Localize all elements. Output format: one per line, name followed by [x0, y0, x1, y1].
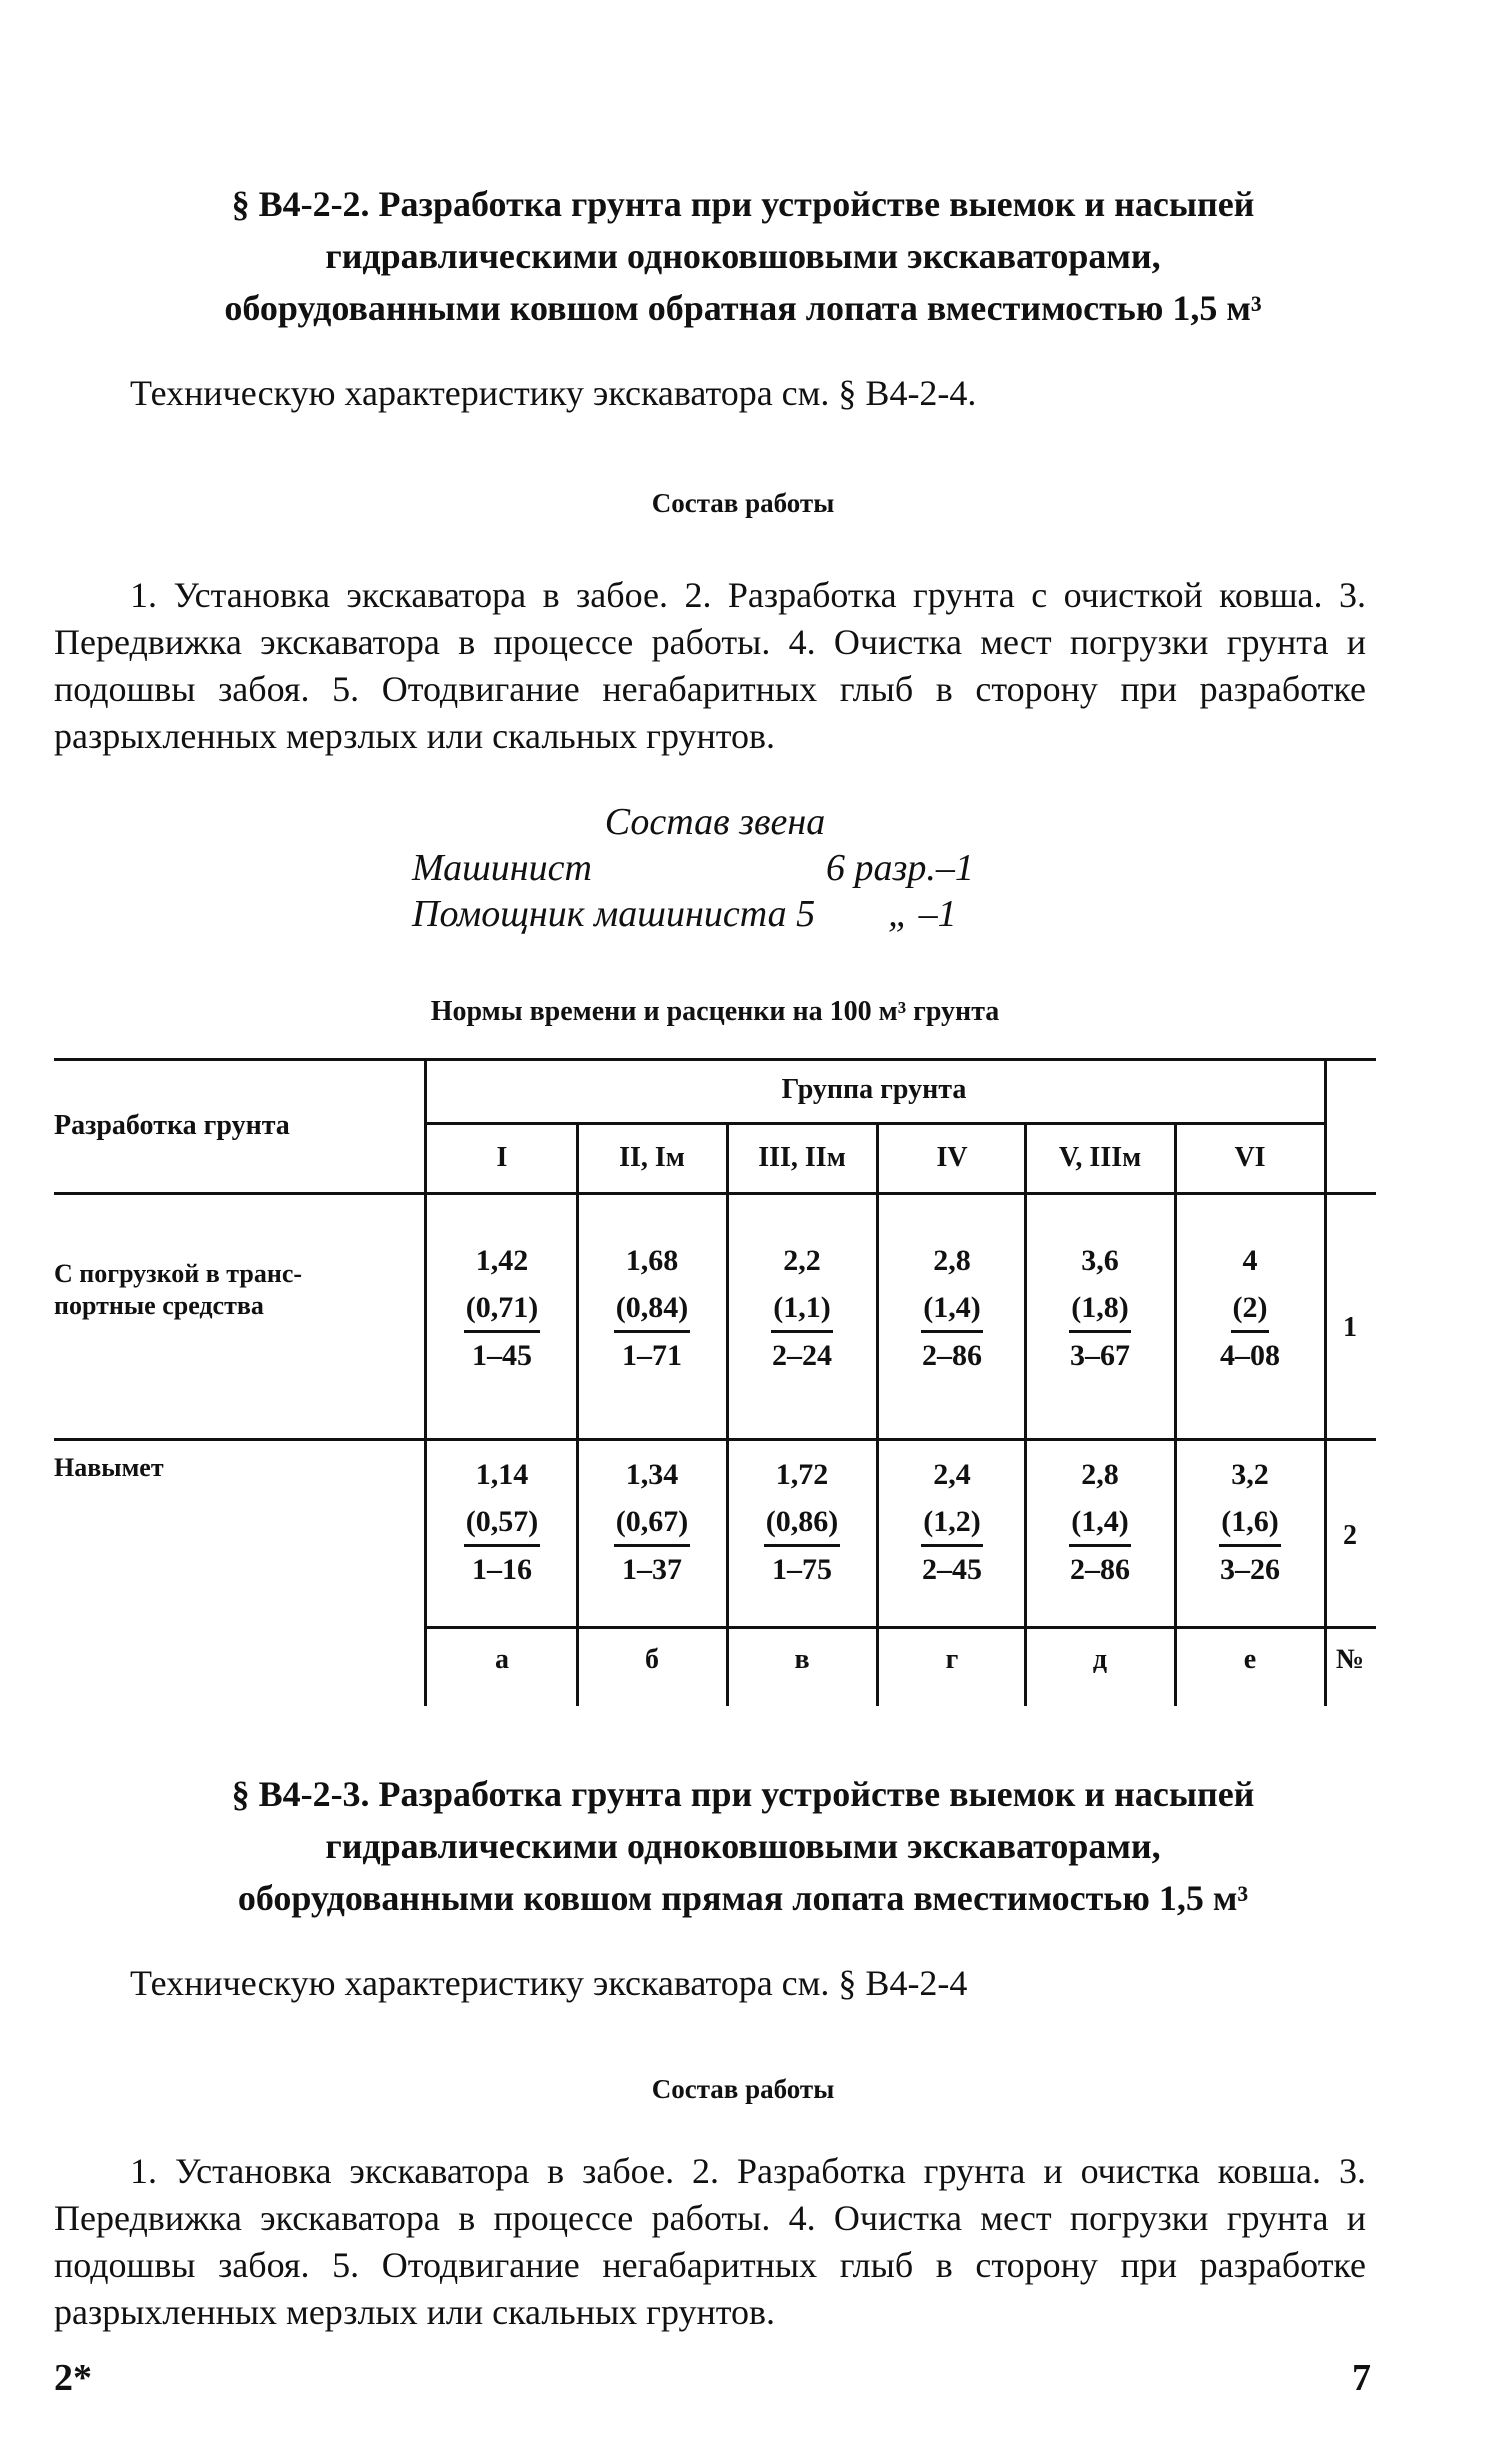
norms-table [54, 1058, 1376, 1706]
title-line: гидравлическими одноковшовыми экскаваторами, [325, 1826, 1161, 1866]
column-letter: д [1092, 1644, 1108, 1675]
column-header: VI [1234, 1142, 1266, 1173]
table-rule [1024, 1122, 1027, 1706]
reference-text: Техническую характеристику экскаватора см. § В4-2-4 [130, 1963, 968, 2003]
work-heading: Состав работы [651, 488, 835, 518]
title-line: § В4-2-2. Разработка грунта при устройстве выемок и насыпей [231, 184, 1255, 224]
table-cell [728, 1236, 876, 1379]
norm-time-machine: (1,4) [1069, 1500, 1130, 1547]
table-cell [578, 1450, 726, 1593]
table-cell [578, 1236, 726, 1379]
crew-role: Помощник машиниста 5 [412, 893, 816, 935]
norm-time: 4 [1242, 1244, 1258, 1277]
title-line: гидравлическими одноковшовыми экскаваторами, [325, 236, 1161, 276]
crew-grade: „ –1 [888, 893, 957, 935]
norm-time: 1,34 [625, 1458, 679, 1491]
norm-time-machine: (1,1) [771, 1286, 832, 1333]
rate: 3–26 [1220, 1553, 1280, 1586]
title-line: § В4-2-3. Разработка грунта при устройстве выемок и насыпей [231, 1774, 1255, 1814]
row-number: 1 [1343, 1312, 1357, 1343]
section-title-b4-2-2 [100, 178, 1386, 334]
norm-time-machine: (1,4) [921, 1286, 982, 1333]
norm-time-machine: (1,2) [921, 1500, 982, 1547]
norm-time: 1,68 [625, 1244, 679, 1277]
table-rule [424, 1626, 1376, 1629]
table-rule [424, 1058, 427, 1706]
table-cell [428, 1450, 576, 1593]
column-letter: е [1243, 1644, 1257, 1675]
section-title-b4-2-3 [100, 1768, 1386, 1924]
table-cell [1176, 1450, 1324, 1593]
table-rule [1324, 1058, 1327, 1706]
norm-time: 2,2 [783, 1244, 821, 1277]
norm-time: 2,8 [1081, 1458, 1119, 1491]
table-rule [576, 1122, 579, 1706]
column-header: I [496, 1142, 508, 1173]
row-label: Навымет [54, 1453, 164, 1482]
table-rule [726, 1122, 729, 1706]
group-header: Группа грунта [781, 1074, 967, 1105]
crew-title: Состав звена [604, 801, 826, 843]
norm-time-machine: (1,8) [1069, 1286, 1130, 1333]
norm-time: 1,72 [775, 1458, 829, 1491]
row-number: 2 [1343, 1520, 1357, 1551]
table-rule [54, 1438, 1376, 1441]
rate: 4–08 [1220, 1339, 1280, 1372]
column-letter: в [794, 1644, 810, 1675]
rate: 1–37 [622, 1553, 682, 1586]
table-cell [878, 1450, 1026, 1593]
norm-time-machine: (0,57) [464, 1500, 540, 1547]
table-rule [1174, 1122, 1177, 1706]
page-signature: 2* [54, 2357, 92, 2399]
table-cell [1026, 1236, 1174, 1379]
norm-time: 2,4 [933, 1458, 971, 1491]
column-header: IV [936, 1142, 968, 1173]
table-cell [1026, 1450, 1174, 1593]
norm-time: 3,2 [1231, 1458, 1269, 1491]
table-cell [1176, 1236, 1324, 1379]
table-cell [878, 1236, 1026, 1379]
rate: 2–86 [922, 1339, 982, 1372]
row-label: С погрузкой в транс-портные средства [54, 1259, 303, 1320]
rate: 2–86 [1070, 1553, 1130, 1586]
norms-table-title: Нормы времени и расценки на 100 м³ грунта [430, 996, 1000, 1027]
rate: 2–24 [772, 1339, 832, 1372]
crew-grade: 6 разр.–1 [826, 847, 974, 889]
norm-time: 1,42 [475, 1244, 529, 1277]
crew-role: Машинист [412, 847, 592, 889]
rate: 3–67 [1070, 1339, 1130, 1372]
reference-text: Техническую характеристику экскаватора см. § В4-2-4. [130, 373, 977, 413]
work-text: 1. Установка экскаватора в забое. 2. Разработка грунта и очистка ковша. 3. Передвижка экскаватора в процессе работы. 4. Очистка мест погрузки грунта и подошвы забоя. 5. Отодвигание негабаритных глыб в сторону при разработке разрыхленных мерзлых или скальных грунтов. [54, 2151, 1366, 2332]
rate: 1–45 [472, 1339, 532, 1372]
norm-time-machine: (0,71) [464, 1286, 540, 1333]
norm-time: 2,8 [933, 1244, 971, 1277]
rate: 1–16 [472, 1553, 532, 1586]
column-letter: г [945, 1644, 959, 1675]
page-number: 7 [1352, 2357, 1371, 2399]
norm-time-machine: (2) [1231, 1286, 1270, 1333]
title-line: оборудованными ковшом обратная лопата вместимостью 1,5 м³ [224, 288, 1262, 328]
table-cell [728, 1450, 876, 1593]
column-letter: а [495, 1644, 509, 1675]
work-text: 1. Установка экскаватора в забое. 2. Разработка грунта с очисткой ковша. 3. Передвижка экскаватора в процессе работы. 4. Очистка мест погрузки грунта и подошвы забоя. 5. Отодвигание негабаритных глыб в сторону при разработке разрыхленных мерзлых или скальных грунтов. [54, 575, 1366, 756]
norm-time: 3,6 [1081, 1244, 1119, 1277]
column-letter: б [645, 1644, 659, 1675]
table-cell [428, 1236, 576, 1379]
column-header: III, IIм [758, 1142, 846, 1173]
norm-time-machine: (0,67) [614, 1500, 690, 1547]
norm-time-machine: (1,6) [1219, 1500, 1280, 1547]
table-rule [424, 1122, 1324, 1125]
rate: 2–45 [922, 1553, 982, 1586]
title-line: оборудованными ковшом прямая лопата вместимостью 1,5 м³ [237, 1878, 1249, 1918]
table-rule [876, 1122, 879, 1706]
table-rule [54, 1192, 1376, 1195]
rate: 1–71 [622, 1339, 682, 1372]
work-heading: Состав работы [651, 2074, 835, 2104]
norm-time-machine: (0,84) [614, 1286, 690, 1333]
row-header: Разработка грунта [54, 1110, 290, 1141]
column-header: II, Iм [619, 1142, 685, 1173]
norm-time-machine: (0,86) [764, 1500, 840, 1547]
rate: 1–75 [772, 1553, 832, 1586]
table-rule [54, 1058, 1376, 1061]
number-column-label: № [1335, 1644, 1365, 1675]
norm-time: 1,14 [475, 1458, 529, 1491]
column-header: V, IIIм [1058, 1142, 1142, 1173]
